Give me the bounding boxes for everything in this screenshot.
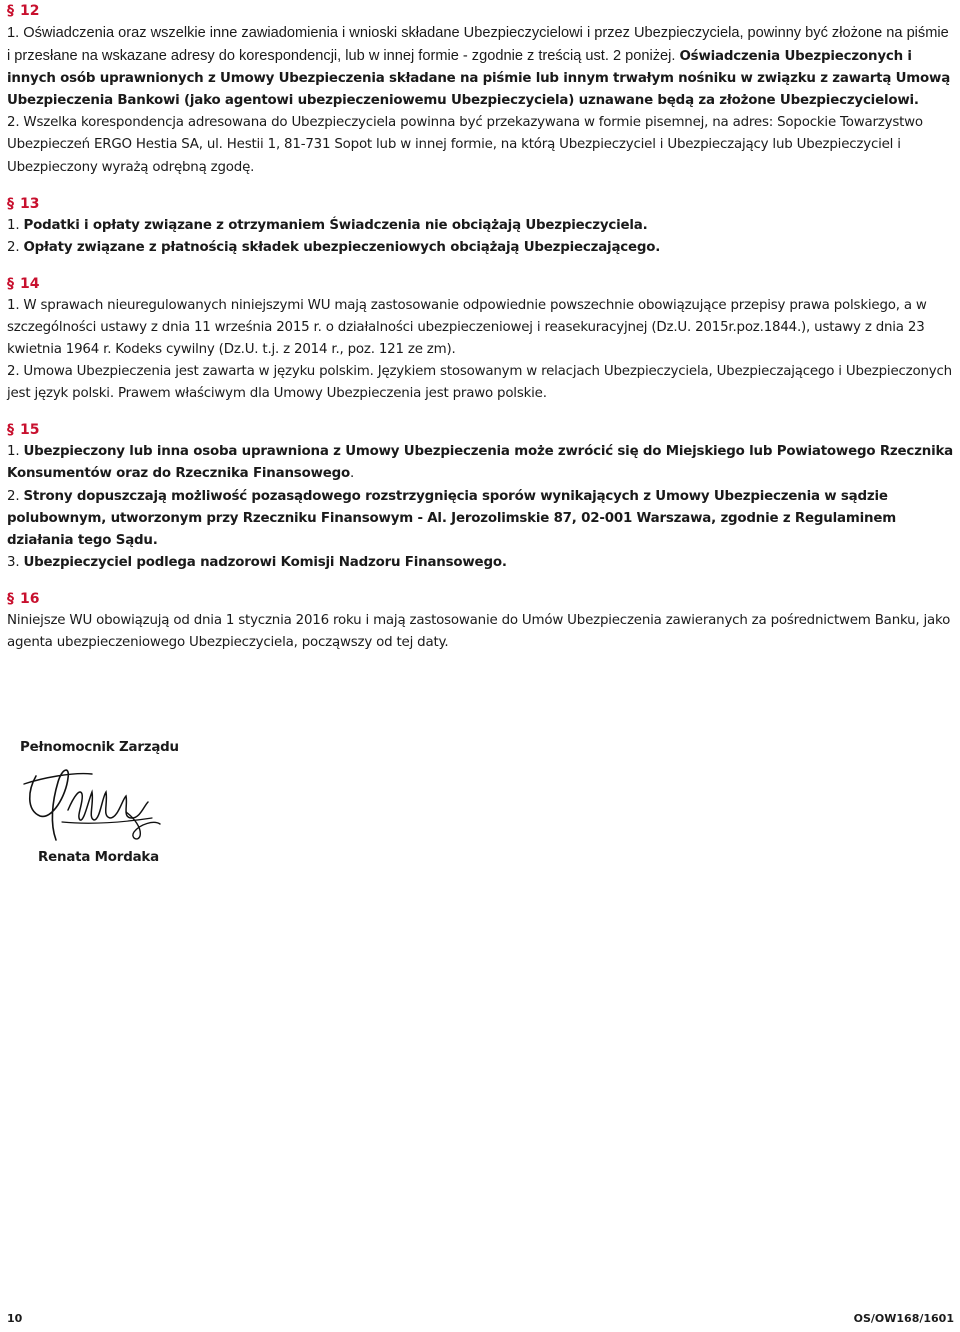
section-16-heading <box>7 588 955 610</box>
section-number: 15 <box>20 422 40 439</box>
section-15-point-1 <box>7 441 955 485</box>
section-16-text: Niniejsze WU obowiązują od dnia 1 stycznia 2016 roku i mają zastosowanie do Umów Ubezpieczenia zawieranych za pośrednictwem Banku, jako agenta ubezpieczeniowego Ubezpieczyciela, począwszy od tej daty. <box>7 612 951 650</box>
paragraph-sign-icon: § <box>7 275 14 292</box>
point-bold-text: Ubezpieczyciel podlega nadzorowi Komisji Nadzoru Finansowego. <box>23 554 507 570</box>
section-number: 13 <box>20 195 40 212</box>
point-bold-text: Opłaty związane z płatnością składek ubezpieczeniowych obciążają Ubezpieczającego. <box>23 239 661 255</box>
section-number: 12 <box>20 3 40 19</box>
point-number: 2. <box>7 239 20 255</box>
section-number: 14 <box>20 275 40 292</box>
point-bold-text: Podatki i opłaty związane z otrzymaniem Świadczenia nie obciążają Ubezpieczyciela. <box>23 217 648 233</box>
handwritten-signature <box>22 758 172 848</box>
point-bold-text: Oświadczenia Ubezpieczonych i innych osób uprawnionych z Umowy Ubezpieczenia składane na piśmie lub innym trwałym nośniku w związku z zawartą Umową Ubezpieczenia Bankowi (jako agentowi ubezpieczeniowemu Ubezpieczyciela) uznawane będą za złożone Ubezpieczycielowi. <box>7 49 951 109</box>
paragraph-sign-icon: § <box>7 422 14 439</box>
section-12-point-2: 2. Wszelka korespondencja adresowana do Ubezpieczyciela powinna być przekazywana w formie pisemnej, na adres: Sopockie Towarzystwo Ubezpieczeń ERGO Hestia SA, ul. Hestii 1, 81-731 Sopot lub w innej formie, na którą Ubezpieczyciel i Ubezpieczający lub Ubezpieczyciel i Ubezpieczony wyrażą odrębną zgodę. <box>7 115 923 175</box>
paragraph-sign-icon: § <box>7 3 14 19</box>
signatory-role: Pełnomocnik Zarządu <box>20 740 179 755</box>
point-number: 3. <box>7 554 20 570</box>
paragraph-sign-icon: § <box>7 195 14 212</box>
page-number: 10 <box>7 1312 23 1325</box>
section-15-point-2 <box>7 486 955 552</box>
section-14-point-2: 2. Umowa Ubezpieczenia jest zawarta w języku polskim. Językiem stosowanym w relacjach Ubezpieczyciela, Ubezpieczającego i Ubezpieczonych jest język polski. Prawem właściwym dla Umowy Ubezpieczenia jest prawo polskie. <box>7 364 952 402</box>
point-number: 2. <box>7 488 20 504</box>
point-number: 1. <box>7 217 20 233</box>
signatory-name: Renata Mordaka <box>38 850 159 865</box>
point-text: 1. Oświadczenia oraz wszelkie inne zawiadomienia i wnioski składane Ubezpieczycielowi i przez Ubezpieczyciela, powinny być złożone na piśmie i przesłane na wskazane adresy do korespondencji, lub w innej formie - zgodnie z treścią ust. 2 poniżej. <box>7 25 949 65</box>
point-number: 1. <box>7 444 20 460</box>
document-page <box>7 0 955 654</box>
section-15-heading <box>7 419 955 441</box>
section-14-heading <box>7 273 955 295</box>
point-end: . <box>350 466 355 482</box>
point-bold-text: Ubezpieczony lub inna osoba uprawniona z Umowy Ubezpieczenia może zwrócić się do Miejskiego lub Powiatowego Rzecznika Konsumentów oraz do Rzecznika Finansowego <box>7 444 954 482</box>
section-12-point-1 <box>7 22 955 112</box>
section-number: 16 <box>20 590 40 607</box>
section-14-point-1: 1. W sprawach nieuregulowanych niniejszymi WU mają zastosowanie odpowiednie powszechnie obowiązujące przepisy prawa polskiego, a w szczególności ustawy z dnia 11 września 2015 r. o działalności ubezpieczeniowej i reasekuracyjnej (Dz.U. 2015r.poz.1844.), ustawy z dnia 23 kwietnia 1964 r. Kodeks cywilny (Dz.U. t.j. z 2014 r., poz. 121 ze zm). <box>7 297 927 358</box>
document-code: OS/OW168/1601 <box>853 1312 954 1325</box>
section-12-heading <box>7 0 955 22</box>
point-bold-text: Strony dopuszczają możliwość pozasądowego rozstrzygnięcia sporów wynikających z Umowy Ubezpieczenia w sądzie polubownym, utworzonym przy Rzeczniku Finansowym - Al. Jerozolimskie 87, 02-001 Warszawa, zgodnie z Regulaminem działania tego Sądu. <box>7 488 896 548</box>
signature-block <box>20 738 280 878</box>
paragraph-sign-icon: § <box>7 590 14 607</box>
section-13-heading <box>7 193 955 215</box>
page-footer <box>7 1312 954 1325</box>
section-13-point-1 <box>7 215 955 237</box>
section-15-point-3 <box>7 552 955 574</box>
section-13-point-2 <box>7 237 955 259</box>
